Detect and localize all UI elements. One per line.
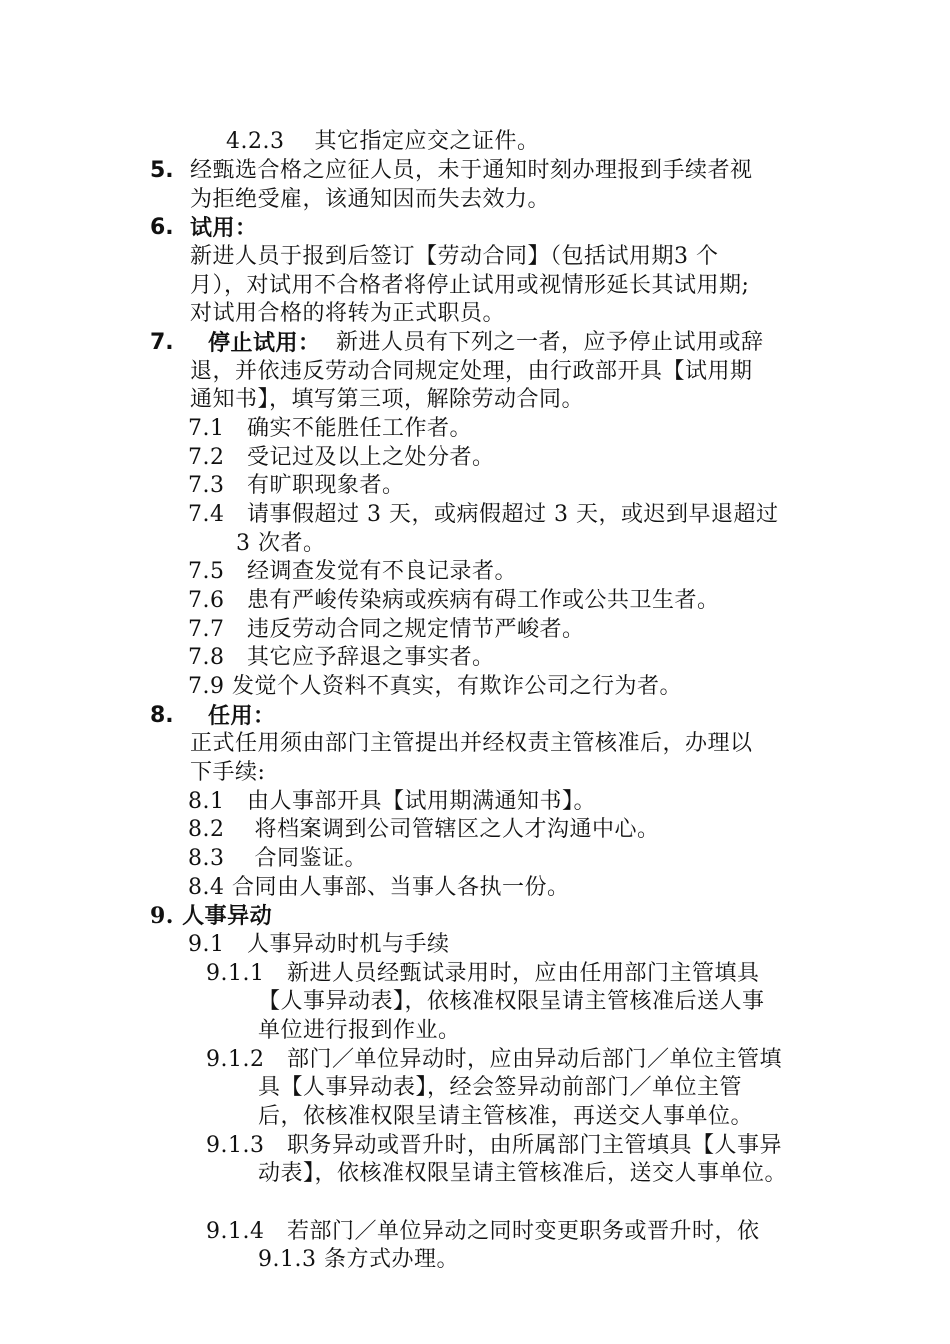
section-6-number: 6. [150, 215, 174, 240]
section-6-heading: 试用： [190, 215, 258, 241]
section-7-number: 7. [150, 330, 174, 355]
clause-9-1-1-line3: 单位进行报到作业。 [258, 1018, 461, 1043]
clause-9-1-4-line2: 9.1.3 条方式办理。 [258, 1247, 459, 1272]
section-7-text-line2: 退，并依违反劳动合同规定处理，由行政部开具【试用期 [190, 359, 753, 384]
clause-7-2: 7.2 受记过及以上之处分者。 [188, 445, 495, 470]
clause-4-2-3: 4.2.3 其它指定应交之证件。 [226, 129, 540, 154]
clause-8-2: 8.2 将档案调到公司管辖区之人才沟通中心。 [188, 817, 660, 842]
section-9-heading: 9. 人事异动 [150, 903, 273, 929]
section-8-text-line2: 下手续: [190, 760, 266, 785]
section-8-number: 8. [150, 703, 174, 728]
section-7-text-line3: 通知书】，填写第三项，解除劳动合同。 [190, 387, 585, 412]
clause-9-1: 9.1 人事异动时机与手续 [188, 932, 450, 957]
section-6-text-line2: 月），对试用不合格者将停止试用或视情形延长其试用期; [190, 273, 750, 298]
clause-7-3: 7.3 有旷职现象者。 [188, 473, 405, 498]
clause-7-7: 7.7 违反劳动合同之规定情节严峻者。 [188, 617, 585, 642]
clause-7-1: 7.1 确实不能胜任工作者。 [188, 416, 472, 441]
clause-9-1-4-line1: 9.1.4 若部门／单位异动之同时变更职务或晋升时，依 [206, 1219, 760, 1244]
clause-7-4-line2: 3 次者。 [236, 531, 326, 556]
clause-9-1-1-line1: 9.1.1 新进人员经甄试录用时，应由任用部门主管填具 [206, 961, 760, 986]
section-5-number: 5. [150, 158, 174, 183]
section-5-text-line1: 经甄选合格之应征人员，未于通知时刻办理报到手续者视 [190, 158, 753, 183]
clause-9-1-2-line3: 后，依核准权限呈请主管核准，再送交人事单位。 [258, 1104, 754, 1129]
clause-9-1-3-line2: 动表】，依核准权限呈请主管核准后，送交人事单位。 [258, 1161, 788, 1186]
clause-9-1-2-line2: 具【人事异动表】，经会签异动前部门／单位主管 [258, 1075, 743, 1100]
section-8-text-line1: 正式任用须由部门主管提出并经权责主管核准后，办理以 [190, 731, 753, 756]
clause-7-4-line1: 7.4 请事假超过 3 天，或病假超过 3 天，或迟到早退超过 [188, 502, 779, 527]
clause-7-6: 7.6 患有严峻传染病或疾病有碍工作或公共卫生者。 [188, 588, 720, 613]
clause-9-1-1-line2: 【人事异动表】，依核准权限呈请主管核准后送人事 [258, 989, 765, 1014]
clause-9-1-3-line1: 9.1.3 职务异动或晋升时，由所属部门主管填具【人事异 [206, 1133, 782, 1158]
section-6-text-line3: 对试用合格的将转为正式职员。 [190, 301, 506, 326]
clause-8-4: 8.4 合同由人事部、当事人各执一份。 [188, 875, 570, 900]
clause-8-1: 8.1 由人事部开具【试用期满通知书】。 [188, 789, 596, 814]
section-7-heading: 停止试用： [208, 330, 321, 356]
clause-7-9: 7.9 发觉个人资料不真实，有欺诈公司之行为者。 [188, 674, 682, 699]
section-7-text-line1: 新进人员有下列之一者，应予停止试用或辞 [336, 330, 764, 355]
section-5-text-line2: 为拒绝受雇，该通知因而失去效力。 [190, 187, 551, 212]
section-6-text-line1: 新进人员于报到后签订【劳动合同】（包括试用期3 个 [190, 244, 719, 269]
clause-8-3: 8.3 合同鉴证。 [188, 846, 367, 871]
clause-7-5: 7.5 经调查发觉有不良记录者。 [188, 559, 517, 584]
section-8-heading: 任用： [208, 703, 276, 729]
clause-9-1-2-line1: 9.1.2 部门／单位异动时，应由异动后部门／单位主管填 [206, 1047, 782, 1072]
clause-7-8: 7.8 其它应予辞退之事实者。 [188, 645, 495, 670]
